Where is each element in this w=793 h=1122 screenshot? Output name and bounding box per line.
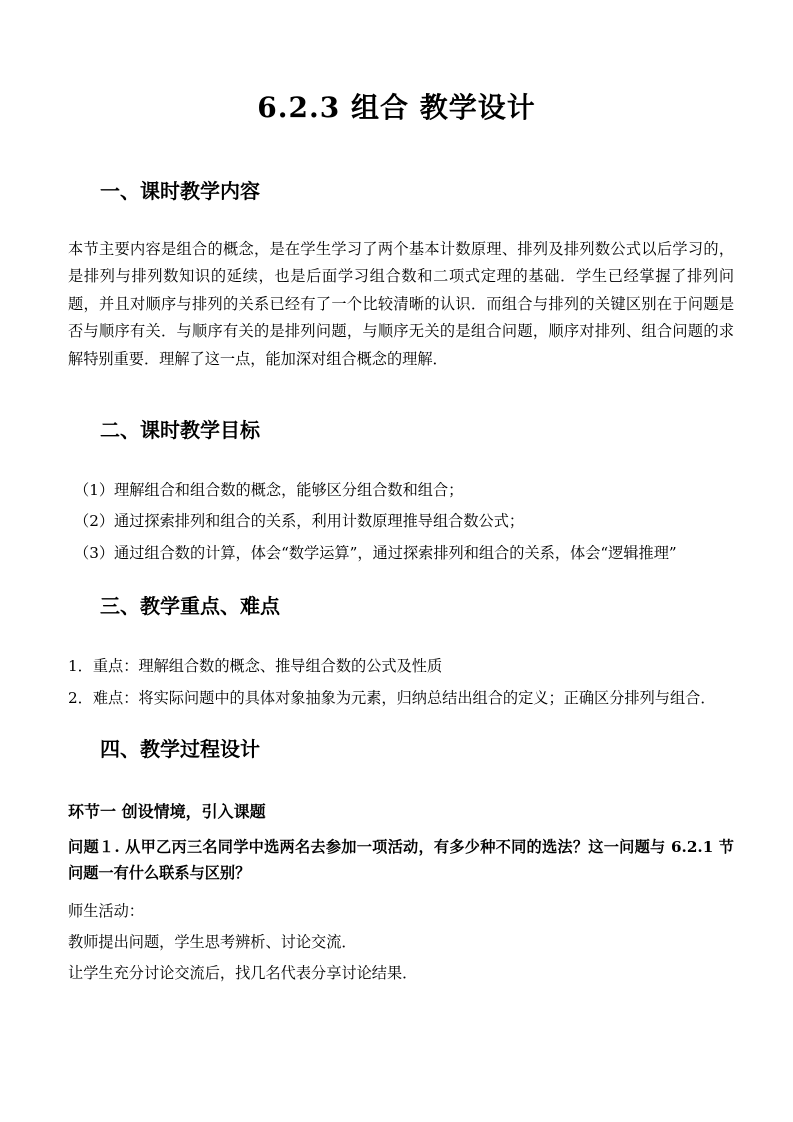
page-title: 6.2.3 组合 教学设计 (257, 91, 536, 124)
objective-item: （3）通过组合数的计算，体会“数学运算”，通过探索排列和组合的关系，体会“逻辑推理” (74, 544, 677, 562)
section-heading-objectives: 二、课时教学目标 (100, 418, 260, 442)
activity-line: 教师提出问题，学生思考辨析、讨论交流． (68, 933, 357, 951)
activity-label: 师生活动： (68, 902, 144, 920)
question-text: 问题１. 从甲乙丙三名同学中选两名去参加一项活动，有多少种不同的选法？这一问题与 6.2.1 节问题一有什么联系与区别？ (68, 838, 734, 882)
key-point-item: 1．重点：理解组合数的概念、推导组合数的公式及性质 (68, 657, 443, 675)
section-heading-content: 一、课时教学内容 (100, 179, 260, 203)
step-title: 环节一 创设情境，引入课题 (68, 802, 266, 821)
section-heading-key-points: 三、教学重点、难点 (100, 594, 280, 618)
objective-item: （1）理解组合和组合数的概念，能够区分组合数和组合； (74, 481, 464, 499)
activity-line: 让学生充分讨论交流后，找几名代表分享讨论结果． (68, 964, 418, 982)
section-content-paragraph: 本节主要内容是组合的概念，是在学生学习了两个基本计数原理、排列及排列数公式以后学习的，是排列与排列数知识的延续，也是后面学习组合数和二项式定理的基础．学生已经掌握了排列问题，并且对顺序与排列的关系已经有了一个比较清晰的认识．而组合与排列的关键区别在于问题是否与顺序有关．与顺序有关的是排列问题，与顺序无关的是组合问题，顺序对排列、组合问题的求解特别重要．理解了这一点，能加深对组合概念的理解． (68, 240, 734, 368)
section-heading-process: 四、教学过程设计 (100, 737, 260, 761)
key-point-item: 2．难点：将实际问题中的具体对象抽象为元素，归纳总结出组合的定义；正确区分排列与组合． (68, 689, 716, 707)
objective-item: （2）通过探索排列和组合的关系，利用计数原理推导组合数公式； (74, 512, 525, 530)
